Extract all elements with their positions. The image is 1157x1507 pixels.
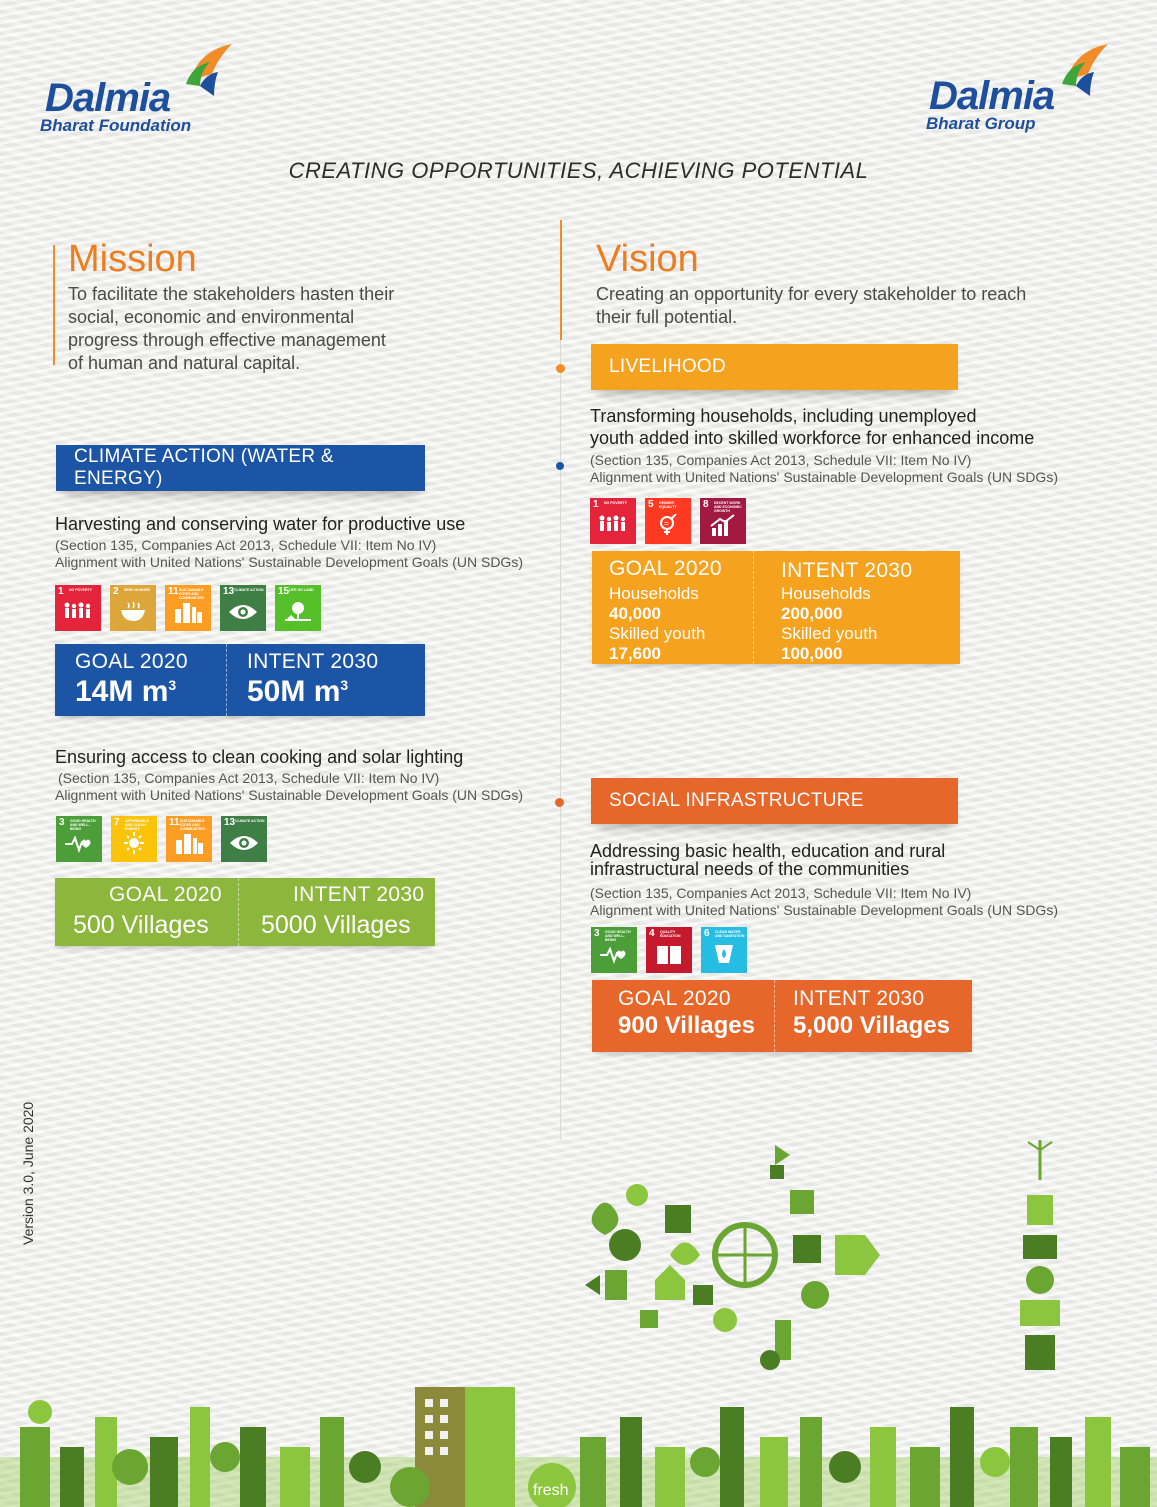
sdg-3-icon [56, 816, 102, 862]
logo-word: Dalmia [45, 76, 171, 120]
sdg-label: ZERO HUNGER [124, 588, 150, 592]
energy-goal-label: GOAL 2020 [109, 883, 222, 906]
sdg-number: 11 [169, 817, 180, 828]
energy-goal-value: 500 Villages [73, 911, 209, 939]
energy-section-ref: (Section 135, Companies Act 2013, Schedule VII: Item No IV) [58, 770, 440, 786]
sdg-label: CLEAN WATER AND SANITATION [715, 930, 745, 938]
water-section-ref: (Section 135, Companies Act 2013, Schedule VII: Item No IV) [55, 537, 437, 553]
livelihood-goal-youth: 17,600 [609, 644, 661, 663]
mission-line: To facilitate the stakeholders hasten their [68, 284, 395, 304]
water-intent-col [226, 644, 425, 716]
vision-heading: Vision [596, 238, 699, 280]
energy-block [55, 746, 555, 804]
livelihood-sdg-icons [590, 498, 746, 544]
sdg-number: 13 [224, 817, 236, 828]
energy-alignment: Alignment with United Nations' Sustainable Development Goals (UN SDGs) [55, 787, 523, 803]
mission-section [68, 238, 508, 375]
vision-text [596, 283, 1116, 329]
sdg-label: SUSTAINABLE CITIES AND COMMUNITIES [179, 588, 204, 600]
social-goal-value: 900 Villages [618, 1012, 755, 1039]
energy-intent-value: 5000 Villages [261, 911, 411, 939]
livelihood-block [590, 405, 1110, 486]
energy-sdg-icons [56, 816, 267, 862]
social-title-line: infrastructural needs of the communities [590, 859, 910, 879]
livelihood-goal-col [592, 551, 753, 664]
livelihood-title-line: Transforming households, including unemployed [590, 406, 977, 426]
sdg-label: DECENT WORK AND ECONOMIC GROWTH [714, 501, 742, 513]
mission-accent-line [53, 245, 55, 365]
water-title: Harvesting and conserving water for productive use [55, 514, 466, 534]
sdg-13-icon [221, 816, 267, 862]
water-block [55, 513, 555, 571]
water-intent-value [247, 675, 425, 709]
social-goal-box [592, 980, 972, 1052]
sdg-number: 8 [703, 499, 709, 510]
sdg-3-icon [591, 927, 637, 973]
sdg-13-icon [220, 585, 266, 631]
livelihood-intent-youth: 100,000 [781, 644, 843, 663]
logo-swoosh-icon [1046, 40, 1116, 100]
livelihood-intent-youth-label: Skilled youth [781, 624, 878, 643]
water-sdg-icons [55, 585, 321, 631]
social-intent-label: INTENT 2030 [793, 987, 925, 1010]
sdg-label: CLIMATE ACTION [235, 819, 265, 823]
water-goal-number: 14M m [75, 675, 169, 708]
mission-line: progress through effective management [68, 330, 386, 350]
eco-arrow-illustration [575, 1135, 935, 1375]
sdg-11-icon [165, 585, 211, 631]
social-infrastructure-banner: SOCIAL INFRASTRUCTURE [591, 778, 958, 824]
water-goal-value [75, 675, 226, 709]
livelihood-intent-households-label: Households [781, 584, 871, 603]
vision-accent-line [560, 220, 562, 340]
sdg-1-icon [55, 585, 101, 631]
water-goal-label: GOAL 2020 [75, 650, 188, 673]
social-sdg-icons [591, 927, 747, 973]
sdg-11-icon [166, 816, 212, 862]
sdg-label: CLIMATE ACTION [234, 588, 264, 592]
sdg-8-icon [700, 498, 746, 544]
logo-dalmia-bharat-foundation [40, 40, 240, 140]
sdg-number: 6 [704, 928, 710, 939]
sdg-number: 2 [113, 586, 119, 597]
sdg-number: 1 [593, 499, 599, 510]
sdg-label: GOOD HEALTH AND WELL-BEING [605, 930, 631, 942]
sdg-number: 1 [58, 586, 64, 597]
sdg-number: 13 [223, 586, 235, 597]
fresh-word: fresh [533, 1482, 569, 1499]
livelihood-title-line: youth added into skilled workforce for enhanced income [590, 428, 1035, 448]
logo-sub: Bharat Group [926, 114, 1036, 133]
sdg-number: 4 [649, 928, 655, 939]
water-alignment: Alignment with United Nations' Sustainable Development Goals (UN SDGs) [55, 554, 523, 570]
livelihood-alignment: Alignment with United Nations' Sustainable Development Goals (UN SDGs) [590, 469, 1058, 485]
livelihood-goal-label: GOAL 2020 [609, 557, 722, 580]
livelihood-goal-households-label: Households [609, 584, 699, 603]
livelihood-section-ref: (Section 135, Companies Act 2013, Schedule VII: Item No IV) [590, 452, 972, 468]
livelihood-goal-households: 40,000 [609, 604, 661, 623]
social-title-line: Addressing basic health, education and rural [590, 841, 946, 861]
sdg-number: 11 [168, 586, 179, 597]
sdg-1-icon [590, 498, 636, 544]
livelihood-intent-households: 200,000 [781, 604, 843, 623]
mission-text [68, 283, 508, 375]
water-intent-label: INTENT 2030 [247, 650, 379, 673]
livelihood-banner: LIVELIHOOD [591, 344, 958, 390]
sdg-number: 3 [59, 817, 65, 828]
energy-intent-col [238, 878, 435, 946]
sdg-label: AFFORDABLE AND CLEAN ENERGY [125, 819, 150, 831]
sdg-number: 7 [114, 817, 120, 828]
livelihood-goal-box [592, 551, 960, 664]
sdg-number: 3 [594, 928, 600, 939]
logo-word: Dalmia [929, 74, 1055, 118]
vision-line: their full potential. [596, 307, 738, 327]
sdg-label: GOOD HEALTH AND WELL-BEING [70, 819, 96, 831]
social-alignment: Alignment with United Nations' Sustainable Development Goals (UN SDGs) [590, 902, 1058, 918]
sdg-label: SUSTAINABLE CITIES AND COMMUNITIES [180, 819, 205, 831]
livelihood-intent-col [753, 551, 960, 664]
social-goal-label: GOAL 2020 [618, 987, 731, 1010]
mission-line: of human and natural capital. [68, 353, 301, 373]
vision-line: Creating an opportunity for every stakeholder to reach [596, 284, 1027, 304]
sdg-6-icon [701, 927, 747, 973]
social-block [590, 842, 1110, 919]
divider-line [560, 340, 561, 1140]
sdg-label: QUALITY EDUCATION [660, 930, 681, 938]
social-dot [555, 798, 564, 807]
water-goal-col [55, 644, 226, 716]
energy-goal-col [55, 878, 238, 946]
livelihood-goal-youth-label: Skilled youth [609, 624, 706, 643]
water-intent-sup: 3 [340, 677, 349, 693]
sdg-number: 5 [648, 499, 654, 510]
sdg-5-icon [645, 498, 691, 544]
sdg-label: NO POVERTY [69, 588, 92, 592]
social-intent-col [774, 980, 972, 1052]
logo-sub: Bharat Foundation [40, 116, 192, 135]
vision-section [596, 238, 1116, 329]
energy-intent-label: INTENT 2030 [293, 883, 425, 906]
livelihood-sub-dot [556, 462, 564, 470]
svg-text:=: = [664, 519, 669, 528]
sdg-15-icon [275, 585, 321, 631]
livelihood-dot [556, 364, 565, 373]
sdg-label: LIFE ON LAND [289, 588, 314, 592]
eco-tower-illustration [1005, 1140, 1075, 1370]
water-intent-number: 50M m [247, 675, 341, 708]
social-section-ref: (Section 135, Companies Act 2013, Schedule VII: Item No IV) [590, 885, 972, 901]
sdg-7-icon [111, 816, 157, 862]
sdg-number: 15 [278, 586, 290, 597]
water-goal-box [55, 644, 425, 716]
logo-dalmia-bharat-group [926, 40, 1126, 140]
climate-action-banner: CLIMATE ACTION (WATER & ENERGY) [56, 445, 425, 491]
water-goal-sup: 3 [168, 677, 177, 693]
eco-cityscape-illustration [0, 1347, 1157, 1507]
sdg-label: NO POVERTY [604, 501, 627, 505]
social-goal-col [592, 980, 774, 1052]
energy-title: Ensuring access to clean cooking and solar lighting [55, 747, 464, 767]
mission-line: social, economic and environmental [68, 307, 355, 327]
sdg-2-icon [110, 585, 156, 631]
tagline: CREATING OPPORTUNITIES, ACHIEVING POTENTIAL [288, 158, 869, 183]
sdg-label: GENDER EQUALITY [659, 501, 677, 509]
livelihood-intent-label: INTENT 2030 [781, 559, 913, 582]
eco-icon-cluster [585, 1145, 880, 1370]
sdg-4-icon [646, 927, 692, 973]
social-intent-value: 5,000 Villages [793, 1012, 951, 1039]
mission-heading: Mission [68, 238, 197, 280]
energy-goal-box [55, 878, 435, 946]
logo-swoosh-icon [170, 40, 240, 100]
version-label: Version 3.0, June 2020 [20, 1101, 36, 1245]
